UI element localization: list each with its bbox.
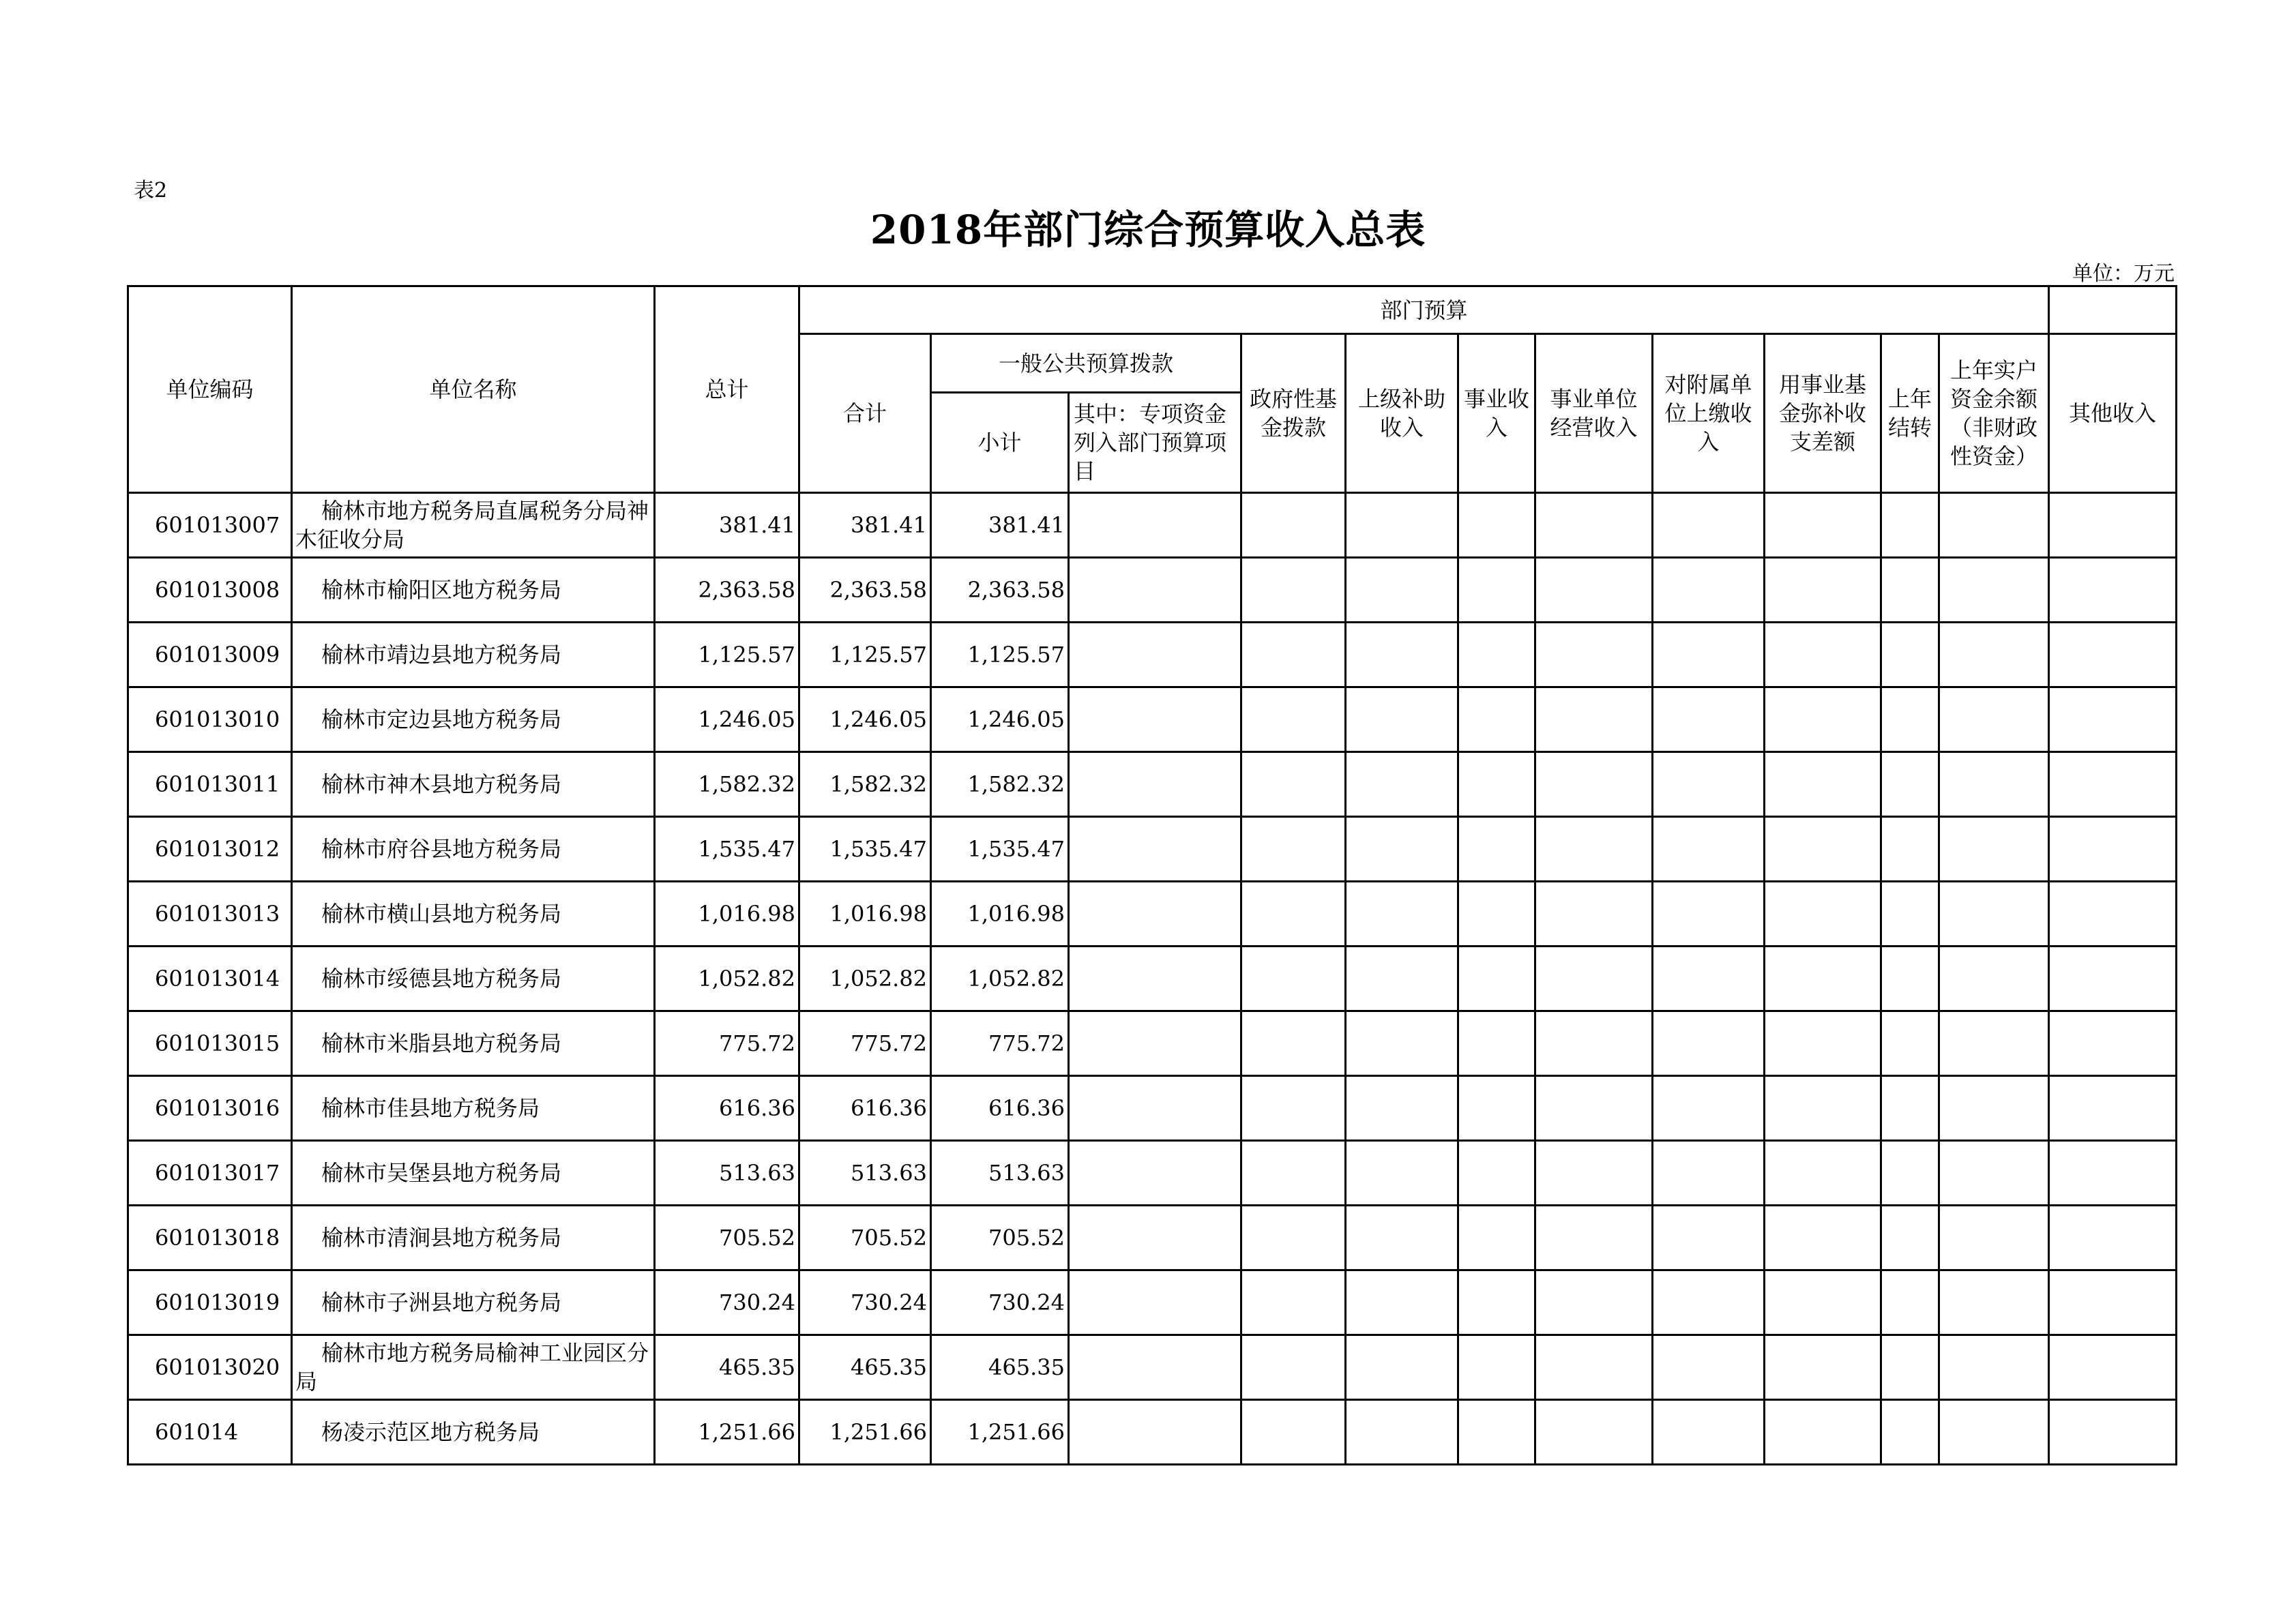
- cell-empty: [1765, 752, 1881, 817]
- cell-empty: [1458, 493, 1535, 558]
- header-other-income: 其他收入: [2049, 334, 2177, 493]
- cell-sum: 465.35: [799, 1335, 931, 1400]
- table-row: [128, 752, 2177, 817]
- cell-empty: [1069, 947, 1241, 1011]
- header-affiliated-payment: 对附属单位上缴收入: [1653, 334, 1765, 493]
- cell-total: 705.52: [655, 1206, 799, 1270]
- cell-empty: [1653, 1011, 1765, 1076]
- cell-total: 775.72: [655, 1011, 799, 1076]
- cell-empty: [1881, 1335, 1939, 1400]
- table-row: [128, 1011, 2177, 1076]
- cell-empty: [1346, 817, 1458, 882]
- cell-empty: [1939, 947, 2049, 1011]
- cell-empty: [2049, 882, 2177, 947]
- cell-empty: [1458, 1011, 1535, 1076]
- cell-empty: [1458, 1335, 1535, 1400]
- cell-unit-code: 601013014: [128, 947, 292, 1011]
- cell-empty: [1069, 817, 1241, 882]
- cell-empty: [1241, 1011, 1346, 1076]
- header-blank: [2049, 286, 2177, 334]
- cell-empty: [1535, 558, 1653, 623]
- cell-empty: [1653, 947, 1765, 1011]
- cell-unit-name: 榆林市靖边县地方税务局: [292, 623, 655, 687]
- cell-sum: 1,582.32: [799, 752, 931, 817]
- table-row: [128, 687, 2177, 752]
- cell-empty: [1069, 882, 1241, 947]
- cell-empty: [1881, 752, 1939, 817]
- cell-unit-name: 榆林市横山县地方税务局: [292, 882, 655, 947]
- cell-empty: [1241, 1076, 1346, 1141]
- cell-empty: [2049, 1335, 2177, 1400]
- cell-sum: 775.72: [799, 1011, 931, 1076]
- cell-empty: [1241, 947, 1346, 1011]
- cell-empty: [1346, 1270, 1458, 1335]
- cell-empty: [2049, 493, 2177, 558]
- cell-empty: [2049, 1141, 2177, 1206]
- cell-sum: 730.24: [799, 1270, 931, 1335]
- cell-empty: [1939, 558, 2049, 623]
- cell-empty: [1881, 1400, 1939, 1465]
- cell-empty: [1535, 1400, 1653, 1465]
- cell-empty: [1765, 947, 1881, 1011]
- cell-empty: [1069, 493, 1241, 558]
- cell-empty: [1653, 1141, 1765, 1206]
- cell-empty: [1458, 752, 1535, 817]
- cell-unit-name: 榆林市榆阳区地方税务局: [292, 558, 655, 623]
- header-unit-code: 单位编码: [128, 286, 292, 493]
- cell-total: 381.41: [655, 493, 799, 558]
- header-business-unit-income: 事业单位经营收入: [1535, 334, 1653, 493]
- cell-sum: 1,016.98: [799, 882, 931, 947]
- cell-empty: [1069, 623, 1241, 687]
- header-dept-budget: 部门预算: [799, 286, 2049, 334]
- cell-total: 1,125.57: [655, 623, 799, 687]
- cell-empty: [1765, 558, 1881, 623]
- cell-empty: [1939, 687, 2049, 752]
- cell-sum: 1,251.66: [799, 1400, 931, 1465]
- cell-empty: [2049, 1076, 2177, 1141]
- cell-empty: [1881, 1141, 1939, 1206]
- table-row: [128, 1141, 2177, 1206]
- cell-unit-name: 榆林市吴堡县地方税务局: [292, 1141, 655, 1206]
- cell-empty: [1069, 1335, 1241, 1400]
- cell-empty: [1881, 493, 1939, 558]
- cell-empty: [1881, 623, 1939, 687]
- cell-subtotal: 775.72: [931, 1011, 1069, 1076]
- cell-empty: [1535, 1206, 1653, 1270]
- cell-empty: [1653, 558, 1765, 623]
- cell-unit-code: 601013012: [128, 817, 292, 882]
- cell-empty: [1881, 1011, 1939, 1076]
- cell-empty: [1939, 1335, 2049, 1400]
- cell-subtotal: 465.35: [931, 1335, 1069, 1400]
- cell-empty: [1535, 817, 1653, 882]
- header-unit-name: 单位名称: [292, 286, 655, 493]
- cell-empty: [1939, 1011, 2049, 1076]
- table-row: [128, 623, 2177, 687]
- header-gov-fund: 政府性基金拨款: [1241, 334, 1346, 493]
- table-row: [128, 493, 2177, 558]
- cell-sum: 513.63: [799, 1141, 931, 1206]
- cell-subtotal: 2,363.58: [931, 558, 1069, 623]
- cell-empty: [1069, 1011, 1241, 1076]
- table-row: [128, 882, 2177, 947]
- cell-empty: [1241, 1270, 1346, 1335]
- unit-label: 单位：万元: [2072, 262, 2175, 286]
- cell-empty: [1765, 1076, 1881, 1141]
- cell-empty: [1939, 1206, 2049, 1270]
- table-row: [128, 558, 2177, 623]
- cell-subtotal: 705.52: [931, 1206, 1069, 1270]
- cell-unit-code: 601013007: [128, 493, 292, 558]
- cell-empty: [1765, 623, 1881, 687]
- cell-subtotal: 730.24: [931, 1270, 1069, 1335]
- cell-empty: [1535, 1076, 1653, 1141]
- cell-unit-name: 榆林市神木县地方税务局: [292, 752, 655, 817]
- page-title: 2018年部门综合预算收入总表: [870, 207, 1426, 253]
- cell-empty: [1346, 558, 1458, 623]
- cell-empty: [1458, 1206, 1535, 1270]
- cell-empty: [1458, 947, 1535, 1011]
- cell-empty: [1069, 1270, 1241, 1335]
- cell-empty: [1241, 558, 1346, 623]
- cell-empty: [1881, 1076, 1939, 1141]
- cell-empty: [1241, 493, 1346, 558]
- cell-empty: [1535, 1270, 1653, 1335]
- cell-subtotal: 1,582.32: [931, 752, 1069, 817]
- cell-total: 465.35: [655, 1335, 799, 1400]
- cell-empty: [1939, 817, 2049, 882]
- cell-empty: [2049, 817, 2177, 882]
- cell-empty: [1765, 687, 1881, 752]
- cell-total: 1,246.05: [655, 687, 799, 752]
- header-superior-subsidy: 上级补助收入: [1346, 334, 1458, 493]
- cell-unit-name: 榆林市佳县地方税务局: [292, 1076, 655, 1141]
- cell-subtotal: 381.41: [931, 493, 1069, 558]
- cell-sum: 2,363.58: [799, 558, 931, 623]
- cell-empty: [1939, 1270, 2049, 1335]
- cell-empty: [1653, 1270, 1765, 1335]
- cell-empty: [1765, 1011, 1881, 1076]
- cell-empty: [1458, 687, 1535, 752]
- cell-total: 1,535.47: [655, 817, 799, 882]
- cell-empty: [1458, 1400, 1535, 1465]
- table-row: [128, 947, 2177, 1011]
- cell-unit-code: 601013015: [128, 1011, 292, 1076]
- cell-empty: [1939, 1141, 2049, 1206]
- cell-empty: [1881, 882, 1939, 947]
- cell-empty: [1069, 752, 1241, 817]
- cell-subtotal: 513.63: [931, 1141, 1069, 1206]
- cell-sum: 1,246.05: [799, 687, 931, 752]
- header-general-public: 一般公共预算拨款: [931, 334, 1241, 393]
- cell-empty: [1939, 623, 2049, 687]
- cell-empty: [1653, 1076, 1765, 1141]
- cell-empty: [1241, 752, 1346, 817]
- cell-empty: [1765, 1400, 1881, 1465]
- cell-empty: [1069, 558, 1241, 623]
- cell-empty: [1458, 1076, 1535, 1141]
- cell-empty: [1069, 1076, 1241, 1141]
- cell-unit-code: 601013009: [128, 623, 292, 687]
- cell-empty: [1458, 623, 1535, 687]
- cell-unit-code: 601013011: [128, 752, 292, 817]
- cell-empty: [1765, 1141, 1881, 1206]
- cell-unit-name: 榆林市米脂县地方税务局: [292, 1011, 655, 1076]
- table-row: [128, 1206, 2177, 1270]
- cell-empty: [1535, 623, 1653, 687]
- table-row: [128, 1335, 2177, 1400]
- header-special-funds: 其中：专项资金列入部门预算项目: [1069, 393, 1241, 493]
- table-row: [128, 1400, 2177, 1465]
- table-label: 表2: [134, 179, 168, 203]
- cell-unit-name: 榆林市地方税务局直属税务分局神木征收分局: [292, 493, 655, 558]
- cell-empty: [1653, 623, 1765, 687]
- cell-empty: [1765, 1335, 1881, 1400]
- cell-empty: [1346, 1141, 1458, 1206]
- cell-empty: [1939, 1076, 2049, 1141]
- cell-total: 1,582.32: [655, 752, 799, 817]
- cell-empty: [1241, 882, 1346, 947]
- cell-empty: [1458, 558, 1535, 623]
- cell-empty: [1069, 1141, 1241, 1206]
- cell-empty: [1346, 882, 1458, 947]
- cell-empty: [1346, 687, 1458, 752]
- cell-empty: [1653, 493, 1765, 558]
- cell-empty: [1653, 752, 1765, 817]
- table-row: [128, 1076, 2177, 1141]
- cell-total: 1,052.82: [655, 947, 799, 1011]
- cell-sum: 705.52: [799, 1206, 931, 1270]
- cell-empty: [1881, 947, 1939, 1011]
- cell-empty: [1535, 752, 1653, 817]
- cell-unit-code: 601013013: [128, 882, 292, 947]
- header-subtotal: 小计: [931, 393, 1069, 493]
- cell-unit-name: 榆林市地方税务局榆神工业园区分局: [292, 1335, 655, 1400]
- cell-empty: [1653, 687, 1765, 752]
- cell-empty: [2049, 687, 2177, 752]
- cell-empty: [1241, 1335, 1346, 1400]
- cell-empty: [1535, 687, 1653, 752]
- cell-empty: [1653, 1400, 1765, 1465]
- cell-empty: [2049, 752, 2177, 817]
- cell-empty: [1346, 623, 1458, 687]
- cell-empty: [1881, 1270, 1939, 1335]
- header-prior-balance: 上年实户资金余额（非财政性资金）: [1939, 334, 2049, 493]
- cell-sum: 381.41: [799, 493, 931, 558]
- cell-empty: [1881, 558, 1939, 623]
- cell-subtotal: 1,125.57: [931, 623, 1069, 687]
- header-row-1: [128, 286, 2177, 334]
- cell-empty: [1765, 1270, 1881, 1335]
- cell-empty: [1346, 1011, 1458, 1076]
- cell-unit-code: 601013018: [128, 1206, 292, 1270]
- cell-empty: [1939, 1400, 2049, 1465]
- cell-subtotal: 1,246.05: [931, 687, 1069, 752]
- cell-empty: [1765, 493, 1881, 558]
- cell-empty: [1241, 817, 1346, 882]
- cell-unit-name: 榆林市清涧县地方税务局: [292, 1206, 655, 1270]
- cell-empty: [1346, 947, 1458, 1011]
- cell-sum: 1,535.47: [799, 817, 931, 882]
- cell-empty: [1241, 623, 1346, 687]
- cell-empty: [2049, 1206, 2177, 1270]
- cell-empty: [1346, 493, 1458, 558]
- cell-sum: 616.36: [799, 1076, 931, 1141]
- cell-unit-name: 榆林市定边县地方税务局: [292, 687, 655, 752]
- cell-subtotal: 616.36: [931, 1076, 1069, 1141]
- cell-unit-code: 601013019: [128, 1270, 292, 1335]
- cell-empty: [1535, 1335, 1653, 1400]
- cell-unit-name: 榆林市府谷县地方税务局: [292, 817, 655, 882]
- cell-empty: [1535, 1141, 1653, 1206]
- cell-empty: [1939, 752, 2049, 817]
- cell-empty: [1535, 1011, 1653, 1076]
- cell-empty: [1535, 493, 1653, 558]
- cell-unit-code: 601013020: [128, 1335, 292, 1400]
- cell-empty: [1069, 1400, 1241, 1465]
- cell-sum: 1,125.57: [799, 623, 931, 687]
- cell-empty: [1241, 1141, 1346, 1206]
- cell-total: 513.63: [655, 1141, 799, 1206]
- cell-empty: [2049, 1011, 2177, 1076]
- cell-empty: [1765, 817, 1881, 882]
- cell-subtotal: 1,052.82: [931, 947, 1069, 1011]
- cell-empty: [1241, 687, 1346, 752]
- cell-empty: [1881, 687, 1939, 752]
- table-row: [128, 1270, 2177, 1335]
- cell-empty: [2049, 947, 2177, 1011]
- cell-empty: [1881, 817, 1939, 882]
- cell-unit-name: 杨凌示范区地方税务局: [292, 1400, 655, 1465]
- cell-empty: [2049, 1270, 2177, 1335]
- cell-unit-code: 601013010: [128, 687, 292, 752]
- cell-empty: [1458, 1141, 1535, 1206]
- cell-unit-name: 榆林市绥德县地方税务局: [292, 947, 655, 1011]
- cell-unit-name: 榆林市子洲县地方税务局: [292, 1270, 655, 1335]
- cell-unit-code: 601013016: [128, 1076, 292, 1141]
- cell-empty: [1765, 1206, 1881, 1270]
- cell-total: 1,016.98: [655, 882, 799, 947]
- cell-empty: [1653, 1206, 1765, 1270]
- cell-subtotal: 1,251.66: [931, 1400, 1069, 1465]
- header-carryover: 上年结转: [1881, 334, 1939, 493]
- cell-empty: [1346, 1206, 1458, 1270]
- cell-empty: [1458, 817, 1535, 882]
- header-total: 总计: [655, 286, 799, 493]
- cell-subtotal: 1,016.98: [931, 882, 1069, 947]
- cell-empty: [2049, 1400, 2177, 1465]
- cell-empty: [2049, 558, 2177, 623]
- cell-unit-code: 601014: [128, 1400, 292, 1465]
- cell-empty: [1346, 1076, 1458, 1141]
- cell-empty: [1939, 493, 2049, 558]
- cell-total: 616.36: [655, 1076, 799, 1141]
- cell-sum: 1,052.82: [799, 947, 931, 1011]
- header-business-fund-gap: 用事业基金弥补收支差额: [1765, 334, 1881, 493]
- cell-total: 2,363.58: [655, 558, 799, 623]
- cell-empty: [1069, 1206, 1241, 1270]
- cell-empty: [1346, 1400, 1458, 1465]
- budget-income-table: [127, 285, 2177, 1465]
- cell-total: 730.24: [655, 1270, 799, 1335]
- cell-empty: [1653, 1335, 1765, 1400]
- cell-empty: [1458, 882, 1535, 947]
- cell-subtotal: 1,535.47: [931, 817, 1069, 882]
- cell-empty: [1535, 947, 1653, 1011]
- cell-empty: [1653, 817, 1765, 882]
- cell-empty: [1765, 882, 1881, 947]
- cell-empty: [1069, 687, 1241, 752]
- header-business-income: 事业收入: [1458, 334, 1535, 493]
- cell-unit-code: 601013008: [128, 558, 292, 623]
- cell-empty: [1939, 882, 2049, 947]
- cell-total: 1,251.66: [655, 1400, 799, 1465]
- cell-empty: [1458, 1270, 1535, 1335]
- cell-empty: [1881, 1206, 1939, 1270]
- cell-empty: [1346, 1335, 1458, 1400]
- cell-empty: [2049, 623, 2177, 687]
- table-row: [128, 817, 2177, 882]
- header-sum: 合计: [799, 334, 931, 493]
- cell-empty: [1346, 752, 1458, 817]
- cell-empty: [1535, 882, 1653, 947]
- cell-empty: [1241, 1400, 1346, 1465]
- cell-empty: [1653, 882, 1765, 947]
- cell-empty: [1241, 1206, 1346, 1270]
- cell-unit-code: 601013017: [128, 1141, 292, 1206]
